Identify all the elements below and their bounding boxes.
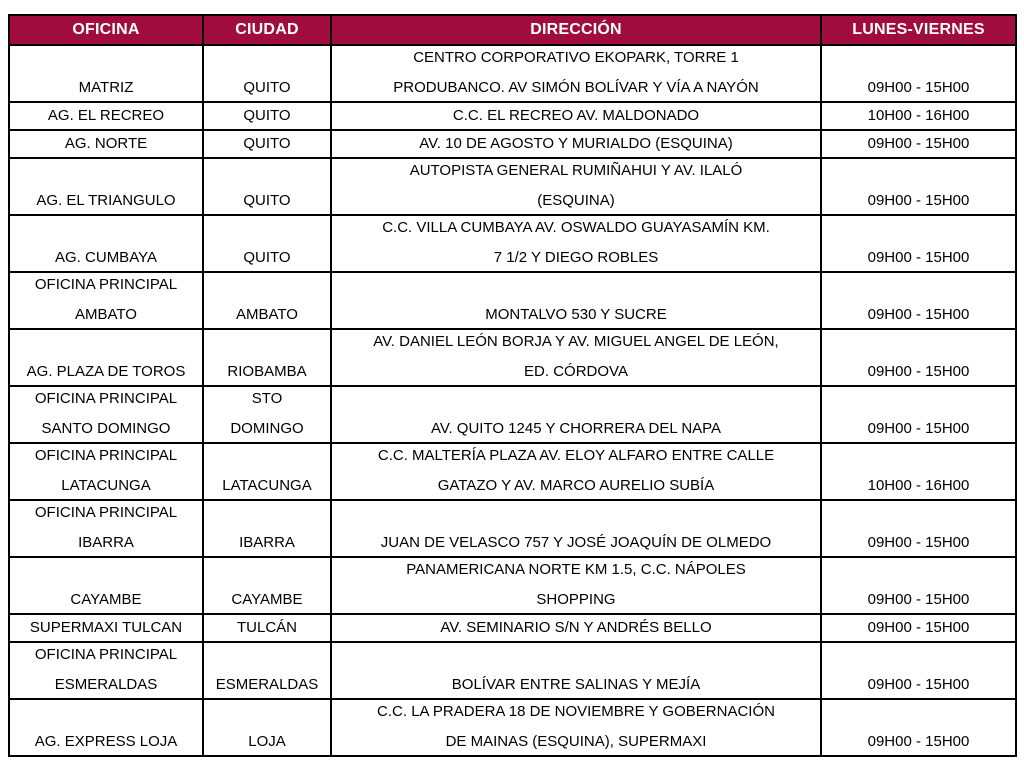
column-header-direccion: DIRECCIÓN [331, 15, 821, 45]
cell-ciudad [203, 329, 331, 386]
horario-text: 10H00 - 16H00 [867, 107, 970, 124]
oficina-text: AG. PLAZA DE TOROS [26, 363, 186, 380]
cell-oficina [9, 614, 203, 642]
horario-text: 09H00 - 15H00 [867, 192, 970, 209]
ciudad-text: QUITO [243, 79, 291, 96]
table-row [9, 642, 1016, 699]
direccion-text: PRODUBANCO. AV SIMÓN BOLÍVAR Y VÍA A NAYÓN [393, 79, 759, 96]
cell-horario [821, 215, 1016, 272]
direccion-text: AV. DANIEL LEÓN BORJA Y AV. MIGUEL ANGEL DE LEÓN, [373, 333, 779, 350]
direccion-text: MONTALVO 530 Y SUCRE [485, 306, 667, 323]
horario-text: 09H00 - 15H00 [867, 619, 970, 636]
cell-direccion [331, 386, 821, 443]
cell-direccion [331, 45, 821, 102]
cell-oficina [9, 130, 203, 158]
branch-hours-table [8, 14, 1017, 757]
cell-oficina [9, 443, 203, 500]
horario-text: 09H00 - 15H00 [867, 733, 970, 750]
table-row [9, 557, 1016, 614]
cell-horario [821, 158, 1016, 215]
cell-direccion [331, 699, 821, 756]
ciudad-text: ESMERALDAS [215, 676, 319, 693]
cell-ciudad [203, 642, 331, 699]
direccion-text: 7 1/2 Y DIEGO ROBLES [493, 249, 659, 266]
cell-horario [821, 45, 1016, 102]
cell-oficina [9, 102, 203, 130]
cell-oficina [9, 158, 203, 215]
ciudad-text: QUITO [243, 135, 291, 152]
oficina-text: AMBATO [75, 306, 137, 323]
table-row [9, 215, 1016, 272]
oficina-text: MATRIZ [78, 79, 134, 96]
oficina-text: AG. CUMBAYA [55, 249, 157, 266]
direccion-text: (ESQUINA) [537, 192, 615, 209]
cell-direccion [331, 102, 821, 130]
cell-direccion [331, 443, 821, 500]
horario-text: 09H00 - 15H00 [867, 676, 970, 693]
cell-horario [821, 102, 1016, 130]
table-row [9, 386, 1016, 443]
oficina-text: AG. EL RECREO [47, 107, 165, 124]
ciudad-text: AMBATO [236, 306, 298, 323]
cell-oficina [9, 500, 203, 557]
column-header-ciudad: CIUDAD [203, 15, 331, 45]
horario-text: 09H00 - 15H00 [867, 363, 970, 380]
cell-direccion [331, 500, 821, 557]
direccion-text: SHOPPING [536, 591, 616, 608]
cell-horario [821, 699, 1016, 756]
table-row [9, 500, 1016, 557]
cell-horario [821, 614, 1016, 642]
oficina-text: CAYAMBE [70, 591, 142, 608]
cell-direccion [331, 158, 821, 215]
ciudad-text: QUITO [243, 107, 291, 124]
ciudad-text: CAYAMBE [231, 591, 303, 608]
branch-hours-sheet [8, 14, 1017, 757]
cell-direccion [331, 329, 821, 386]
horario-text: 09H00 - 15H00 [867, 420, 970, 437]
cell-ciudad [203, 45, 331, 102]
table-row [9, 102, 1016, 130]
direccion-text: C.C. LA PRADERA 18 DE NOVIEMBRE Y GOBERNACIÓN [377, 703, 775, 720]
horario-text: 10H00 - 16H00 [867, 477, 970, 494]
table-row [9, 272, 1016, 329]
direccion-text: BOLÍVAR ENTRE SALINAS Y MEJÍA [451, 676, 701, 693]
oficina-text: AG. EXPRESS LOJA [34, 733, 178, 750]
cell-direccion [331, 557, 821, 614]
cell-oficina [9, 45, 203, 102]
cell-ciudad [203, 272, 331, 329]
table-row [9, 614, 1016, 642]
ciudad-text: IBARRA [239, 534, 295, 551]
ciudad-text: QUITO [243, 192, 291, 209]
cell-oficina [9, 557, 203, 614]
cell-ciudad [203, 500, 331, 557]
cell-oficina [9, 215, 203, 272]
cell-horario [821, 557, 1016, 614]
cell-direccion [331, 272, 821, 329]
oficina-text: OFICINA PRINCIPAL [34, 390, 178, 407]
cell-horario [821, 386, 1016, 443]
cell-horario [821, 642, 1016, 699]
oficina-text: OFICINA PRINCIPAL [34, 504, 178, 521]
ciudad-text: QUITO [243, 249, 291, 266]
table-row [9, 329, 1016, 386]
cell-ciudad [203, 102, 331, 130]
table-row [9, 45, 1016, 102]
cell-ciudad [203, 158, 331, 215]
oficina-text: SUPERMAXI TULCAN [29, 619, 183, 636]
cell-direccion [331, 215, 821, 272]
cell-oficina [9, 386, 203, 443]
cell-oficina [9, 642, 203, 699]
table-body [9, 45, 1016, 756]
table-row [9, 158, 1016, 215]
oficina-text: AG. NORTE [64, 135, 148, 152]
direccion-text: C.C. MALTERÍA PLAZA AV. ELOY ALFARO ENTRE CALLE [377, 447, 775, 464]
direccion-text: JUAN DE VELASCO 757 Y JOSÉ JOAQUÍN DE OLMEDO [380, 534, 772, 551]
cell-ciudad [203, 130, 331, 158]
table-row [9, 699, 1016, 756]
ciudad-text: TULCÁN [236, 619, 297, 636]
direccion-text: PANAMERICANA NORTE KM 1.5, C.C. NÁPOLES [406, 561, 746, 578]
horario-text: 09H00 - 15H00 [867, 135, 970, 152]
table-row [9, 130, 1016, 158]
direccion-text: GATAZO Y AV. MARCO AURELIO SUBÍA [437, 477, 715, 494]
cell-direccion [331, 642, 821, 699]
oficina-text: AG. EL TRIANGULO [36, 192, 176, 209]
direccion-text: AV. SEMINARIO S/N Y ANDRÉS BELLO [440, 619, 712, 636]
cell-oficina [9, 329, 203, 386]
cell-direccion [331, 130, 821, 158]
oficina-text: IBARRA [78, 534, 134, 551]
direccion-text: C.C. EL RECREO AV. MALDONADO [452, 107, 700, 124]
horario-text: 09H00 - 15H00 [867, 591, 970, 608]
ciudad-text: DOMINGO [230, 420, 304, 437]
cell-horario [821, 329, 1016, 386]
ciudad-text: LATACUNGA [222, 477, 312, 494]
direccion-text: CENTRO CORPORATIVO EKOPARK, TORRE 1 [413, 49, 739, 66]
oficina-text: OFICINA PRINCIPAL [34, 276, 178, 293]
oficina-text: OFICINA PRINCIPAL [34, 447, 178, 464]
direccion-text: AUTOPISTA GENERAL RUMIÑAHUI Y AV. ILALÓ [409, 162, 743, 179]
cell-ciudad [203, 557, 331, 614]
ciudad-text: LOJA [248, 733, 286, 750]
ciudad-text: RIOBAMBA [227, 363, 307, 380]
cell-ciudad [203, 699, 331, 756]
table-header-row [9, 15, 1016, 45]
direccion-text: ED. CÓRDOVA [524, 363, 628, 380]
horario-text: 09H00 - 15H00 [867, 79, 970, 96]
direccion-text: AV. QUITO 1245 Y CHORRERA DEL NAPA [430, 420, 722, 437]
cell-horario [821, 443, 1016, 500]
cell-ciudad [203, 386, 331, 443]
cell-oficina [9, 699, 203, 756]
column-header-oficina: OFICINA [9, 15, 203, 45]
oficina-text: SANTO DOMINGO [41, 420, 171, 437]
cell-ciudad [203, 614, 331, 642]
cell-horario [821, 272, 1016, 329]
horario-text: 09H00 - 15H00 [867, 306, 970, 323]
column-header-lunes-viernes: LUNES-VIERNES [821, 15, 1016, 45]
oficina-text: LATACUNGA [61, 477, 151, 494]
oficina-text: OFICINA PRINCIPAL [34, 646, 178, 663]
table-row [9, 443, 1016, 500]
direccion-text: DE MAINAS (ESQUINA), SUPERMAXI [445, 733, 707, 750]
cell-ciudad [203, 215, 331, 272]
ciudad-text: STO [251, 390, 283, 407]
direccion-text: AV. 10 DE AGOSTO Y MURIALDO (ESQUINA) [419, 135, 733, 152]
oficina-text: ESMERALDAS [54, 676, 158, 693]
horario-text: 09H00 - 15H00 [867, 534, 970, 551]
cell-oficina [9, 272, 203, 329]
horario-text: 09H00 - 15H00 [867, 249, 970, 266]
cell-direccion [331, 614, 821, 642]
direccion-text: C.C. VILLA CUMBAYA AV. OSWALDO GUAYASAMÍN KM. [382, 219, 770, 236]
cell-horario [821, 130, 1016, 158]
cell-ciudad [203, 443, 331, 500]
cell-horario [821, 500, 1016, 557]
